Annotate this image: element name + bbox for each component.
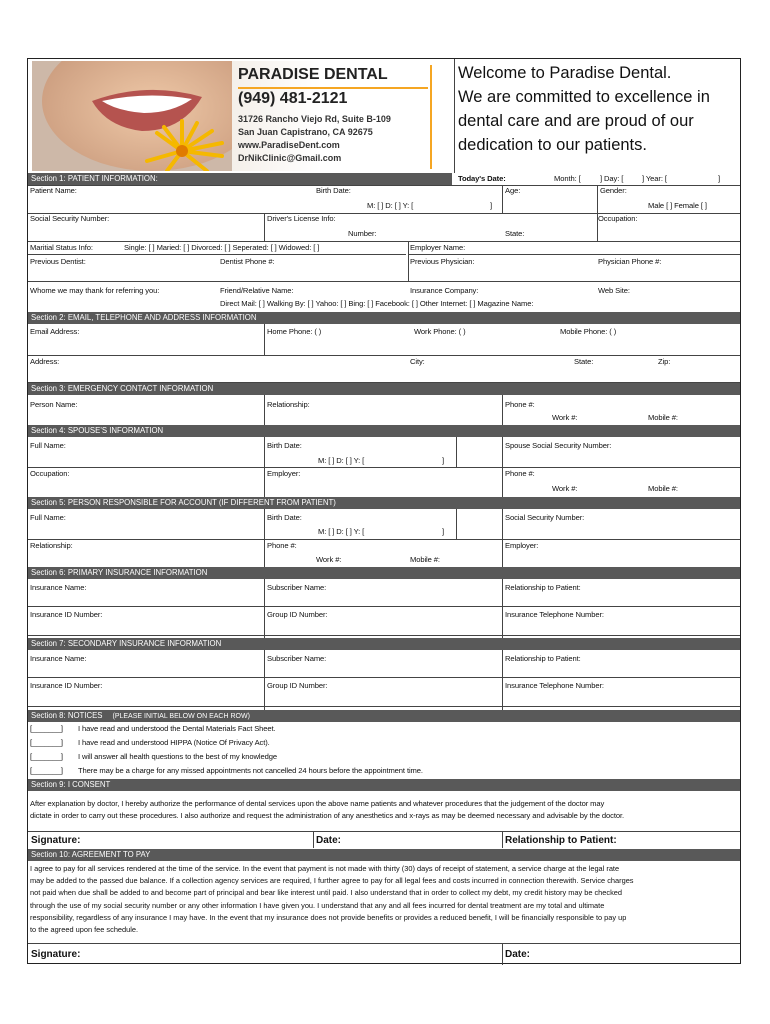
responsible-work-field[interactable]: Work #: [316,555,342,564]
primary-insurance-name-field[interactable]: Insurance Name: [30,583,87,592]
responsible-relationship-field[interactable]: Relationship: [30,541,73,550]
divider [456,437,457,467]
section-8-subtitle: (PLEASE INITIAL BELOW ON EACH ROW) [112,713,250,720]
marital-options[interactable]: Single: [ ] Maried: [ ] Divorced: [ ] Seperated: [ ] Widowed: [ ] [124,243,320,252]
bracket: ] [442,527,445,536]
divider [502,831,503,848]
address-field[interactable]: Address: [30,357,60,366]
initial-blank-3[interactable]: [_______] [30,752,63,761]
responsible-birth-field[interactable]: M: [ ] D: [ ] Y: [ [318,527,365,536]
divider [28,706,740,707]
referral-label: Whome we may thank for referring you: [30,286,160,295]
divider [28,185,740,186]
responsible-ssn-field[interactable]: Social Security Number: [505,513,585,522]
divider [264,579,265,639]
spouse-name-field[interactable]: Full Name: [30,441,66,450]
responsible-birth-label: Birth Date: [267,513,302,522]
friend-relative-field[interactable]: Friend/Relative Name: [220,286,294,295]
clinic-address-1: 31726 Rancho Viejo Rd, Suite B-109 [238,114,391,124]
secondary-id-field[interactable]: Insurance ID Number: [30,681,103,690]
bracket: ] [442,456,445,465]
day-field[interactable]: ] Day: [ [600,174,624,183]
divider [28,943,740,944]
previous-dentist-field[interactable]: Previous Dentist: [30,257,86,266]
cross-vertical [430,65,432,169]
section-9-header: Section 9: I CONSENT [28,779,740,791]
divider [28,539,740,540]
brand-underline [238,87,428,89]
marital-label: Maritial Status Info: [30,243,93,252]
dl-number-field[interactable]: Number: [348,229,377,238]
section-8-header [28,710,740,722]
clinic-phone: (949) 481-2121 [238,90,348,107]
dentist-phone-field[interactable]: Dentist Phone #: [220,257,275,266]
agreement-line: to the agreed upon fee schedule. [30,925,139,935]
secondary-relationship-field[interactable]: Relationship to Patient: [505,654,581,663]
state-field[interactable]: State: [574,357,594,366]
divider [28,355,740,356]
divider [28,281,740,282]
section-2-header: Section 2: EMAIL, TELEPHONE AND ADDRESS INFORMATION [28,312,740,324]
welcome-line: Welcome to Paradise Dental. [458,64,672,82]
referral-options[interactable]: Direct Mail: [ ] Walking By: [ ] Yahoo: [ ] Bing: [ ] Facebook: [ ] Other Internet: [ ] Magazine Name: [220,299,534,308]
clinic-logo-banner [32,61,444,171]
zip-field[interactable]: Zip: [658,357,671,366]
agreement-date-field[interactable]: Date: [505,949,531,960]
month-field[interactable]: Month: [ [554,174,581,183]
primary-subscriber-field[interactable]: Subscriber Name: [267,583,327,592]
primary-telephone-field[interactable]: Insurance Telephone Number: [505,610,604,619]
agreement-line: through the use of my social security number or any other information I have given you. I understand that any and all fees incurred for dental treatment are my total and ultimate [30,900,605,910]
initial-blank-2[interactable]: [_______] [30,738,63,747]
clinic-address-2: San Juan Capistrano, CA 92675 [238,127,373,137]
welcome-line: We are committed to excellence in [458,88,710,106]
emergency-relationship-field[interactable]: Relationship: [267,400,310,409]
secondary-group-id-field[interactable]: Group ID Number: [267,681,328,690]
secondary-telephone-field[interactable]: Insurance Telephone Number: [505,681,604,690]
agreement-line: responsibility, regardless of any insurance I may have. In the event that my insurance does not provide benefits or provides a reduced benefit, I will be financially responsible to pay up [30,912,627,922]
spouse-mobile-field[interactable]: Mobile #: [648,484,678,493]
spouse-occupation-field[interactable]: Occupation: [30,469,70,478]
section-3-header: Section 3: EMERGENCY CONTACT INFORMATION [28,383,740,395]
age-field[interactable]: Age: [505,186,521,195]
primary-id-field[interactable]: Insurance ID Number: [30,610,103,619]
work-phone-field[interactable]: Work Phone: ( ) [414,327,466,336]
agreement-text [30,863,736,936]
divider [28,677,740,678]
divider [454,59,455,173]
physician-phone-field[interactable]: Physician Phone #: [598,257,662,266]
year-close: ] [718,174,721,183]
section-7-header: Section 7: SECONDARY INSURANCE INFORMATION [28,638,740,650]
notice-item: I have read and understood the Dental Materials Fact Sheet. [78,724,276,733]
divider [28,241,740,242]
emergency-person-field[interactable]: Person Name: [30,400,78,409]
divider [502,185,503,213]
divider [28,831,740,832]
emergency-mobile-field[interactable]: Mobile #: [648,413,678,422]
spouse-birth-date-field[interactable]: M: [ ] D: [ ] Y: [ [318,456,365,465]
agreement-line: I agree to pay for all services rendered at the time of the service. In the event that payment is not made with thirty (30) days of receipt of statement, a service charge at the legal rate [30,864,620,873]
divider [502,395,503,425]
consent-relationship-field[interactable]: Relationship to Patient: [505,835,617,846]
smile-photo-icon [32,61,232,171]
divider [408,254,740,255]
divider [502,650,503,710]
section-10-header: Section 10: AGREEMENT TO PAY [28,849,740,861]
primary-relationship-field[interactable]: Relationship to Patient: [505,583,581,592]
welcome-message [458,61,740,157]
initial-blank-1[interactable]: [_______] [30,724,63,733]
patient-name-field[interactable]: Patient Name: [30,186,77,195]
todays-date-label: Today's Date: [458,174,506,183]
section-6-header: Section 6: PRIMARY INSURANCE INFORMATION [28,567,740,579]
divider [313,831,314,848]
occupation-field[interactable]: Occupation: [598,214,638,223]
section-8-title: Section 8: NOTICES [31,711,103,720]
year-field[interactable]: ] Year: [ [642,174,667,183]
responsible-name-field[interactable]: Full Name: [30,513,66,522]
consent-text: dictate in order to carry out these procedures. I also authorize and request the administration of any anesthetics and x-rays as may be deemed necessary and advisable by the doctor. [30,811,624,820]
birth-date-field[interactable]: M: [ ] D: [ ] Y: [ [367,201,414,210]
clinic-email[interactable]: DrNikClinic@Gmail.com [238,153,342,163]
divider [28,606,740,607]
divider [264,395,265,425]
home-phone-field[interactable]: Home Phone: ( ) [267,327,322,336]
previous-physician-field[interactable]: Previous Physician: [410,257,475,266]
notice-item: There may be a charge for any missed appointments not cancelled 24 hours before the appointment time. [78,766,423,775]
divider [28,635,740,636]
secondary-insurance-name-field[interactable]: Insurance Name: [30,654,87,663]
email-field[interactable]: Email Address: [30,327,80,336]
bracket: ] [490,201,493,210]
website-referral[interactable]: Web Site: [598,286,630,295]
spouse-employer-field[interactable]: Employer: [267,469,301,478]
drivers-license-label: Driver's License Info: [267,214,336,223]
secondary-subscriber-field[interactable]: Subscriber Name: [267,654,327,663]
notice-item: I will answer all health questions to the best of my knowledge [78,752,277,761]
section-5-header: Section 5: PERSON RESPONSIBLE FOR ACCOUNT (IF DIFFERENT FROM PATIENT) [28,497,740,509]
notice-item: I have read and understood HIPPA (Notice Of Privacy Act). [78,738,270,747]
patient-form [27,58,741,964]
welcome-line: dedication to our patients. [458,136,647,154]
responsible-employer-field[interactable]: Employer: [505,541,539,550]
spouse-birth-date-label: Birth Date: [267,441,302,450]
divider [264,650,265,710]
ssn-field[interactable]: Social Security Number: [30,214,110,223]
agreement-line: not paid when due shall be added to and become part of principal and bear like interest until paid. I also understand that in order to collect my debt, my credit history may be checked [30,888,623,898]
agreement-signature-field[interactable]: Signature: [31,949,81,960]
section-1-header: Section 1: PATIENT INFORMATION: [28,173,452,185]
responsible-phone-field[interactable]: Phone #: [267,541,297,550]
insurance-company-referral[interactable]: Insurance Company: [410,286,479,295]
primary-group-id-field[interactable]: Group ID Number: [267,610,328,619]
city-field[interactable]: City: [410,357,425,366]
birth-date-label: Birth Date: [316,186,351,195]
divider [28,467,740,468]
emergency-phone-field[interactable]: Phone #: [505,400,535,409]
divider [264,213,265,241]
section-4-header: Section 4: SPOUSE'S INFORMATION [28,425,740,437]
emergency-work-field[interactable]: Work #: [552,413,578,422]
divider [456,509,457,539]
consent-signature-field[interactable]: Signature: [31,835,81,846]
clinic-website[interactable]: www.ParadiseDent.com [238,140,340,150]
spouse-phone-field[interactable]: Phone #: [505,469,535,478]
divider [264,324,265,355]
responsible-mobile-field[interactable]: Mobile #: [410,555,440,564]
consent-date-field[interactable]: Date: [316,835,342,846]
welcome-line: dental care and are proud of our [458,112,694,130]
divider [408,241,409,281]
spouse-work-field[interactable]: Work #: [552,484,578,493]
divider [502,943,503,965]
gender-options[interactable]: Male [ ] Female [ ] [648,201,707,210]
clinic-name: PARADISE DENTAL [238,66,388,83]
employer-name-field[interactable]: Employer Name: [410,243,466,252]
gender-label: Gender: [600,186,627,195]
initial-blank-4[interactable]: [_______] [30,766,63,775]
divider [502,579,503,639]
consent-text: After explanation by doctor, I hereby authorize the performance of dental services upon the above name patients and whatever procedures that the judgement of the doctor may [30,799,605,808]
dl-state-field[interactable]: State: [505,229,525,238]
agreement-line: may be added to the passed due balance. If a collection agency services are required, I further agree to pay for all legal fees and costs incurred in connection therewith. Service charges [30,876,634,886]
divider [28,254,406,255]
spouse-ssn-field[interactable]: Spouse Social Security Number: [505,441,612,450]
mobile-phone-field[interactable]: Mobile Phone: ( ) [560,327,617,336]
